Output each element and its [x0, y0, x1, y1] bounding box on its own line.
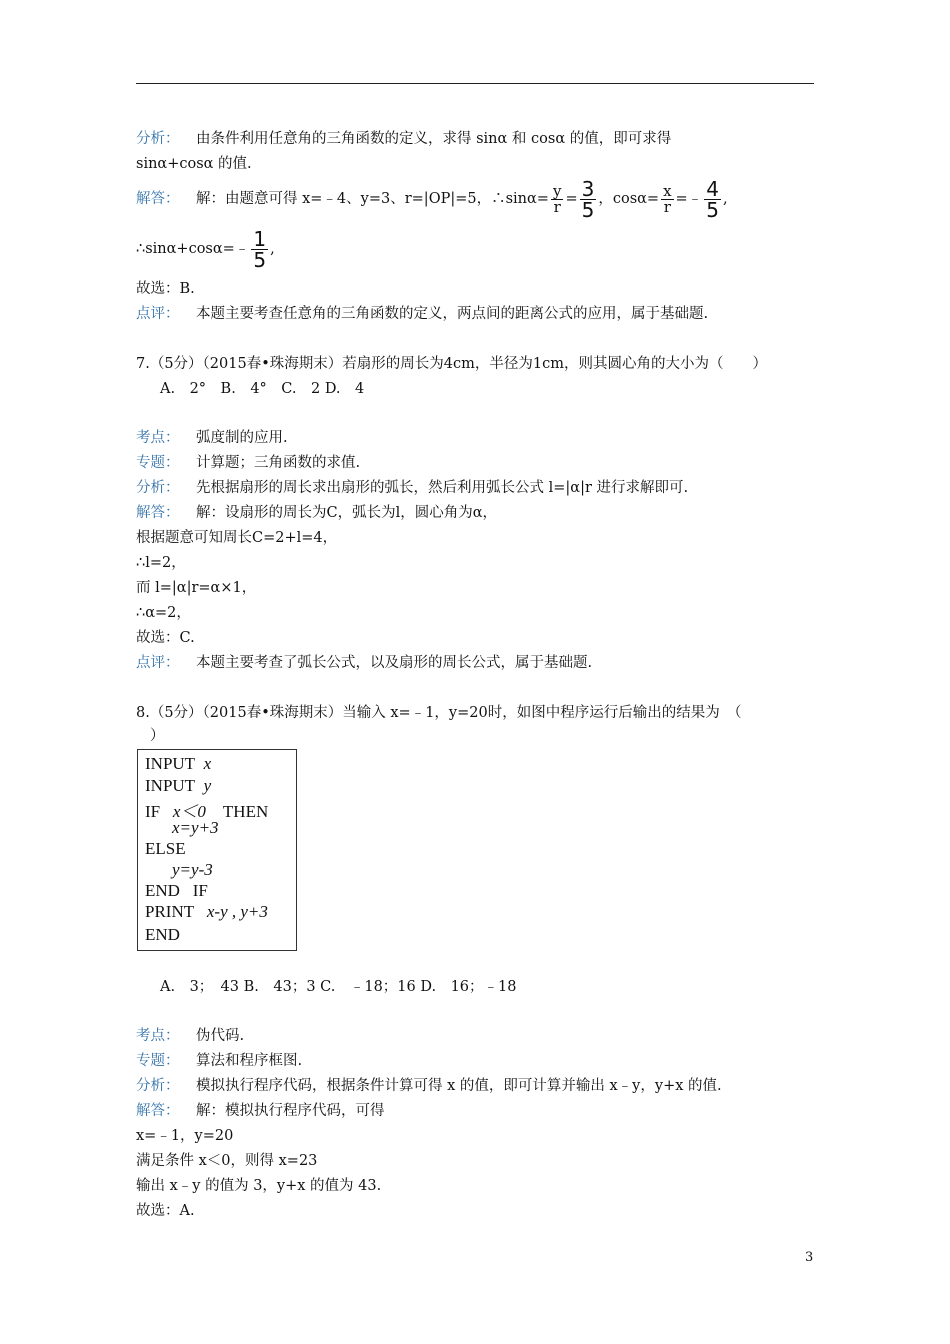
header-rule	[136, 83, 814, 84]
q7-zhuanti: 专题： 计算题；三角函数的求值.	[136, 455, 361, 471]
q8-line3: 输出 x﹣y 的值为 3，y+x 的值为 43.	[136, 1178, 382, 1194]
prev-sum-line: ∴sinα+cosα=﹣ $\frac{1}{5}$ ,	[136, 226, 275, 272]
q7-options: A. 2° B. 4° C. 2 D. 4	[160, 381, 365, 397]
program-code-box	[137, 749, 297, 951]
code-line-6: y=y-3	[172, 860, 213, 879]
q7-line2: ∴l=2，	[136, 555, 186, 571]
q8-options: A. 3； 43 B. 43；3 C. ﹣18；16 D. 16；﹣18	[160, 979, 517, 995]
fraction-3-over-5: $\frac{3}{5}$	[581, 176, 595, 222]
prev-solution-line: 解答： 解：由题意可得 x=﹣4、y=3、r=|OP|=5，∴sinα= $\frac{y}{r}$ = $\frac{3}{5}$ ，cosα= $\frac{x}{r}$ =﹣ $\frac{4}{5}$ ,	[136, 176, 728, 222]
page-number: 3	[805, 1250, 814, 1265]
q7-choose: 故选：C.	[136, 630, 195, 646]
fraction-1-over-5: $\frac{1}{5}$	[253, 226, 267, 272]
q7-line4: ∴α=2，	[136, 605, 191, 621]
prev-analysis-line2: sinα+cosα 的值.	[136, 156, 252, 172]
code-line-4: x=y+3	[172, 818, 219, 837]
code-line-5: ELSE	[145, 839, 186, 858]
q8-zhuanti: 专题： 算法和程序框图.	[136, 1053, 303, 1069]
q8-stem: 8.（5分）（2015春•珠海期末）当输入 x=﹣1，y=20时，如图中程序运行后输出的结果为 （	[136, 705, 742, 721]
q7-line1: 根据题意可知周长C=2+l=4，	[136, 530, 338, 546]
fraction-4-over-5: $\frac{4}{5}$	[706, 176, 719, 222]
code-line-2: INPUT y	[145, 776, 212, 795]
analysis-label: 分析：	[136, 131, 180, 147]
code-line-7: END IF	[145, 881, 208, 900]
prev-comment: 点评： 本题主要考查任意角的三角函数的定义，两点间的距离公式的应用，属于基础题.	[136, 302, 708, 323]
code-line-1: INPUT x	[145, 754, 212, 773]
q8-analysis: 分析： 模拟执行程序代码，根据条件计算可得 x 的值，即可计算并输出 x﹣y，y+x 的值.	[136, 1078, 722, 1094]
q7-kaodian: 考点： 弧度制的应用.	[136, 430, 288, 446]
fraction-y-over-r: $\frac{y}{r}$	[552, 181, 562, 216]
q8-solution: 解答： 解：模拟执行程序代码，可得	[136, 1103, 385, 1119]
code-line-8: PRINT x-y , y+3	[145, 902, 268, 921]
q7-line3: 而 l=|α|r=α×1，	[136, 580, 257, 596]
solution-label: 解答：	[136, 191, 180, 207]
comment-label: 点评：	[136, 306, 180, 322]
q8-stem-close: ）	[150, 728, 165, 744]
prev-choose: 故选：B.	[136, 281, 195, 297]
code-line-3: IF x＜0 THEN	[145, 802, 269, 821]
q8-line2: 满足条件 x＜0，则得 x=23	[136, 1153, 318, 1169]
code-line-9: END	[145, 925, 180, 944]
q7-analysis: 分析： 先根据扇形的周长求出扇形的弧长，然后利用弧长公式 l=|α|r 进行求解即可.	[136, 480, 689, 496]
q8-kaodian: 考点： 伪代码.	[136, 1028, 245, 1044]
q7-stem: 7.（5分）（2015春•珠海期末）若扇形的周长为4cm，半径为1cm，则其圆心角的大小为（ ）	[136, 356, 767, 372]
q7-comment: 点评： 本题主要考查了弧长公式，以及扇形的周长公式，属于基础题.	[136, 655, 593, 671]
q7-solution: 解答： 解：设扇形的周长为C，弧长为l，圆心角为α，	[136, 505, 498, 521]
q8-choose: 故选：A.	[136, 1203, 195, 1219]
prev-analysis-line1: 分析： 由条件利用任意角的三角函数的定义，求得 sinα 和 cosα 的值，即可求得	[136, 127, 671, 148]
q8-line1: x=﹣1，y=20	[136, 1128, 234, 1144]
fraction-x-over-r: $\frac{x}{r}$	[663, 181, 672, 216]
